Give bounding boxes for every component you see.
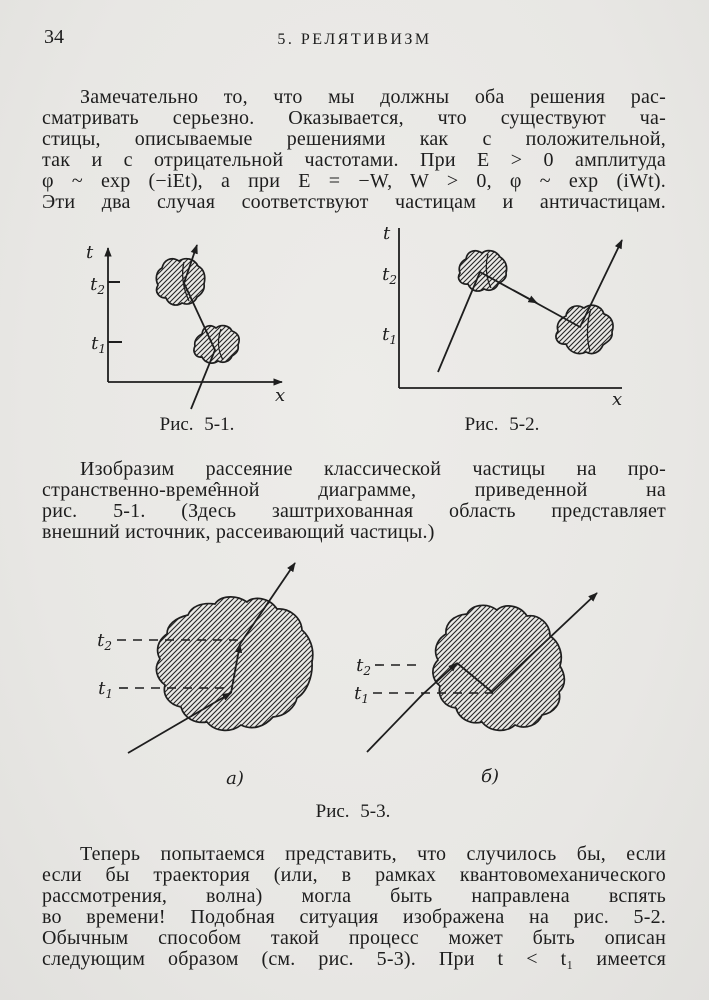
- text-line: φ ~ exp (−iEt), а при E = −W, W > 0, φ ~ exp (iWt).: [42, 170, 666, 192]
- figure-5-3-caption: Рис. 5-3.: [315, 801, 391, 822]
- t2-label: $t_2$: [382, 264, 397, 287]
- text-line: так и с отрицательной частотами. При E > 0 амплитуда: [42, 149, 666, 171]
- scatter-blob-right: [556, 305, 613, 353]
- chapter-heading: 5. РЕЛЯТИВИЗМ: [277, 31, 432, 48]
- figure-5-3b: [345, 552, 610, 794]
- paragraph-1: [42, 87, 666, 213]
- t1-label: $t_1$: [91, 333, 106, 356]
- text-line: если бы траектория (или, в рамках квантовомеханического: [42, 864, 666, 886]
- text-line: Замечательно то, что мы должны оба решения рас-: [80, 86, 666, 108]
- t2-label: $t_2$: [97, 630, 112, 653]
- text-line: сматривать серьезно. Оказывается, что существуют ча-: [42, 107, 666, 129]
- scatter-blob-lower: [194, 326, 239, 363]
- text-line: рассмотрения, волна) могла быть направлена вспять: [42, 885, 666, 907]
- text-line: Теперь попытаемся представить, что случилось бы, если: [80, 843, 666, 865]
- text-line: следующим образом (см. рис. 5-3). При t < t₁ имеется: [42, 948, 666, 970]
- figure-5-2: [375, 223, 640, 418]
- x-axis-label: x: [275, 385, 286, 406]
- figure-5-3a: [55, 552, 317, 794]
- paragraph-2: [42, 459, 666, 543]
- t-axis-label: t: [86, 242, 94, 263]
- figure-5-2-caption: Рис. 5-2.: [464, 414, 540, 435]
- mid-direction-arrow: [513, 290, 537, 303]
- figure-5-1: [72, 230, 307, 422]
- t1-label: $t_1$: [98, 678, 113, 701]
- x-axis-label: x: [612, 389, 623, 410]
- text-line: рис. 5-1. (Здесь заштрихованная область представляет: [42, 500, 666, 522]
- incoming-zigzag: [367, 663, 457, 752]
- subfigure-b-label: б): [480, 766, 500, 787]
- t-axis-label: t: [383, 223, 391, 244]
- t2-label: $t_2$: [356, 655, 371, 678]
- t1-label: $t_1$: [382, 324, 397, 347]
- text-line: Изобразим рассеяние классической частицы на про-: [80, 458, 666, 480]
- figure-5-1-caption: Рис. 5-1.: [159, 414, 235, 435]
- t1-label: $t_1$: [354, 683, 369, 706]
- text-line: Обычным способом такой процесс может быть описан: [42, 927, 666, 949]
- text-line: стицы, описываемые решениями как с положительной,: [42, 128, 666, 150]
- subfigure-a-label: а): [226, 768, 244, 789]
- page-number: 34: [44, 26, 64, 48]
- text-line: внешний источник, рассеивающий частицы.): [42, 521, 435, 543]
- text-line: странственно-време̂нной диаграмме, приведенной на: [42, 479, 666, 501]
- scatter-blob-upper: [156, 259, 204, 305]
- t2-label: $t_2$: [90, 274, 105, 297]
- scatter-blob-left: [459, 251, 507, 291]
- paragraph-3: [42, 844, 666, 970]
- text-line: Эти два случая соответствуют частицам и античастицам.: [42, 191, 666, 213]
- source-blob: [156, 597, 312, 730]
- text-line: во времени! Подобная ситуация изображена на рис. 5-2.: [42, 906, 666, 928]
